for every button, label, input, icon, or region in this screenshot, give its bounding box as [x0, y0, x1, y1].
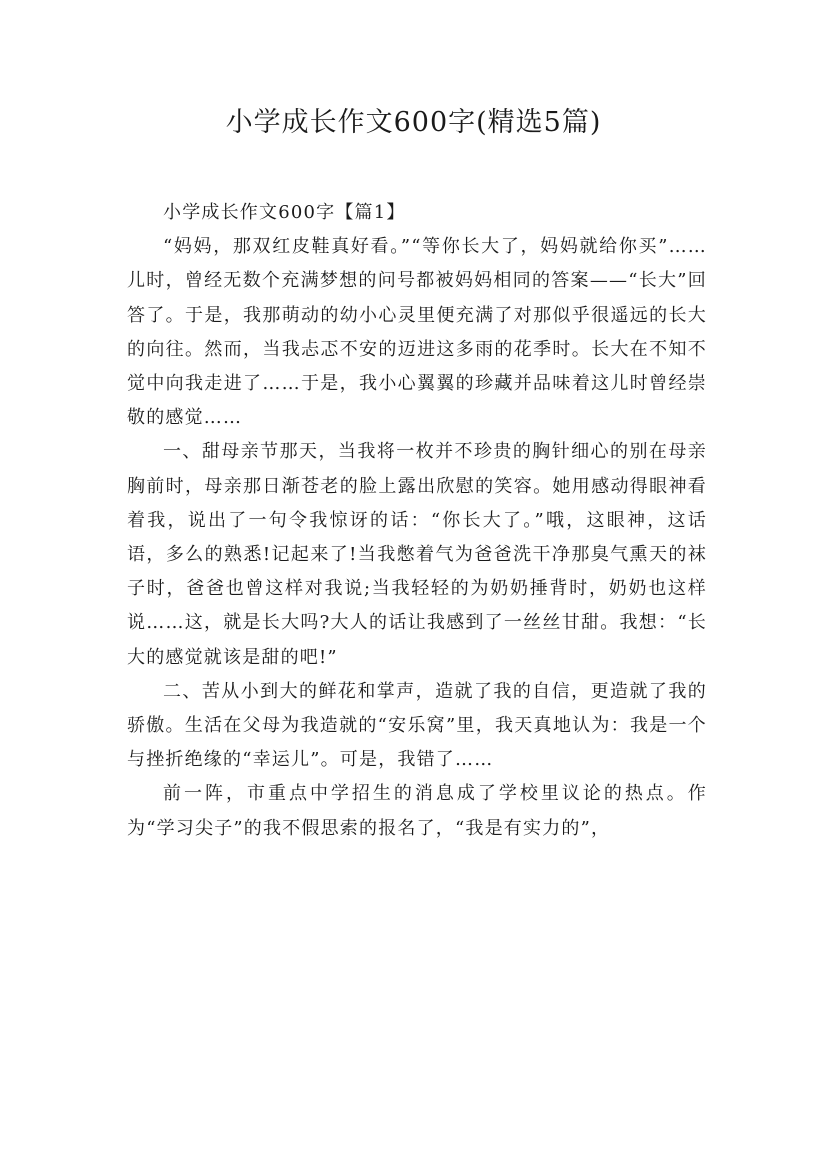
- paragraph: “妈妈，那双红皮鞋真好看。”“等你长大了，妈妈就给你买”……儿时，曾经无数个充满梦想的问号都被妈妈相同的答案——“长大”回答了。于是，我那萌动的幼小心灵里便充满了对那似乎很遥远的长大的向往。然而，当我忐忑不安的迈进这多雨的花季时。长大在不知不觉中向我走进了……于是，我小心翼翼的珍藏并品味着这儿时曾经崇敬的感觉……: [127, 236, 707, 429]
- document-title: 小学成长作文600字(精选5篇): [225, 107, 602, 138]
- paragraph: 一、甜母亲节那天，当我将一枚并不珍贵的胸针细心的别在母亲胸前时，母亲那日渐苍老的脸上露出欣慰的笑容。她用感动得眼神看着我，说出了一句令我惊讶的话：“你长大了。”哦，这眼神，这话语，多么的熟悉!记起来了!当我憋着气为爸爸洗干净那臭气熏天的袜子时，爸爸也曾这样对我说;当我轻轻的为奶奶捶背时，奶奶也这样说……这，就是长大吗?大人的话让我感到了一丝丝甘甜。我想：“长大的感觉就该是甜的吧!”: [127, 441, 707, 668]
- paragraph: 前一阵，市重点中学招生的消息成了学校里议论的热点。作为“学习尖子”的我不假思索的报名了，“我是有实力的”，: [127, 783, 707, 839]
- document-body: [127, 196, 707, 846]
- section-heading: 小学成长作文600字【篇1】: [163, 202, 406, 223]
- paragraph: 二、苦从小到大的鲜花和掌声，造就了我的自信，更造就了我的骄傲。生活在父母为我造就的“安乐窝”里，我天真地认为：我是一个与挫折绝缘的“幸运儿”。可是，我错了……: [127, 680, 707, 771]
